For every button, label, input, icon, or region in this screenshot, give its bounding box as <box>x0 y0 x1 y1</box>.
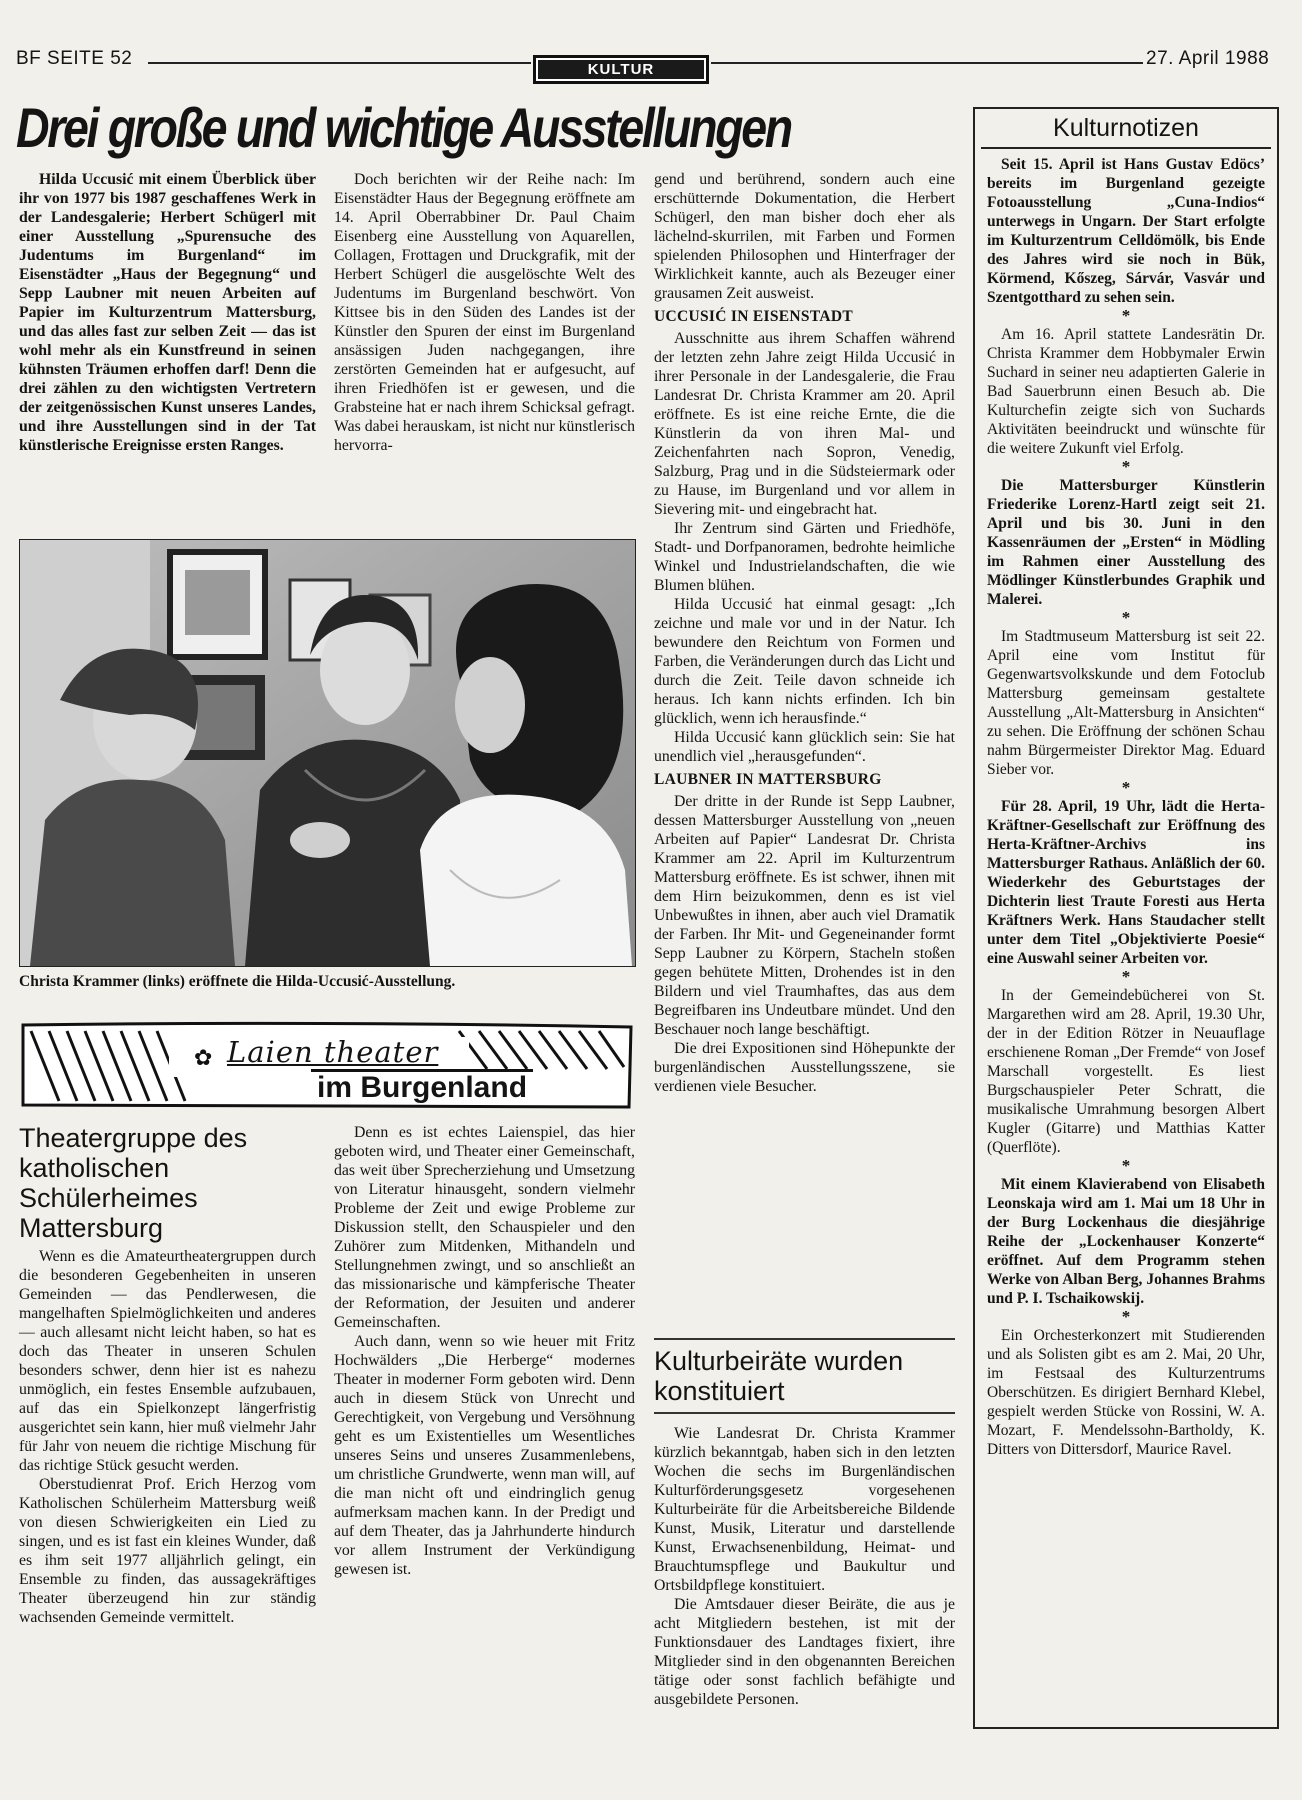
theater-paragraph: Oberstudienrat Prof. Erich Herzog vom Katholischen Schülerheim Mattersburg weiß von diesen Schwierigkeiten ein Lied zu singen, und es ist fast ein kleines Wunder, daß es ihm seit 1977 alljährlich gelingt, ein Ensemble zu finden, das aussagekräftiges Theater überzeugend hin zur ständig wachsenden Gemeinde vermittelt. <box>19 1476 316 1626</box>
section-label-text: KULTUR <box>538 60 704 79</box>
separator-star: * <box>1121 306 1131 325</box>
col3-paragraph: Die drei Expositionen sind Höhepunkte der burgenländischen Ausstellungsszene, sie verdienen viele Besucher. <box>654 1040 955 1095</box>
col3-paragraph: Hilda Uccusić hat einmal gesagt: „Ich zeichne und male vor und in der Natur. Ich bewundere den Reichtum von Formen und Farben, die Veränderungen durch das Licht und durch die Zeit. Teile davon schneide ich heraus. Ich kann nichts erfinden. Ich bin glücklich, wenn ich herausfinde.“ <box>654 596 955 727</box>
theater-paragraph: Denn es ist echtes Laienspiel, das hier geboten wird, und Theater einer Gemeinschaft, das weit über Sprecherziehung und Umsetzung von Literatur hinausgeht, sondern vielmehr Probleme der Zeit und ewige Probleme zur Diskussion stellt, den Schauspieler und den Zuhörer zum Mitdenken, Mithandeln und Stellungnehmen zwingt, und so anschließt an das missionarische und kämpferische Theater der Reformation, der Jesuiten und anderer Gemeinschaften. <box>334 1124 635 1331</box>
kulturnotizen-title: Kulturnotizen <box>981 109 1271 149</box>
separator-star: * <box>1121 457 1131 476</box>
separator-star: * <box>1121 608 1131 627</box>
note-item: In der Gemeindebücherei von St. Margarethen wird am 28. April, 19.30 Uhr, der in der Edition Rötzer in Neuauflage erschienene Roman „Der Fremde“ von Josef Marschall vorgestellt. Es liest Burgschauspieler Peter Schratt, die musikalische Umrahmung besorgen Albert Kugler (Gitarre) und Matthias Katter (Querflöte). <box>987 987 1265 1156</box>
note-item: Für 28. April, 19 Uhr, lädt die Herta-Kräftner-Gesellschaft zur Eröffnung des Herta-Kräftner-Archivs ins Mattersburger Rathaus. Anläßlich der 60. Wiederkehr des Geburtstages der Dichterin liest Traute Foresti aus Herta Kräftners Werk. Hans Staudacher stellt unter dem Titel „Objektivierte Poesie“ eine Auswahl seiner Arbeiten vor. <box>987 798 1265 967</box>
note-item: Seit 15. April ist Hans Gustav Edöcs’ bereits im Burgenland gezeigte Fotoausstellung „Cuna-Indios“ unterwegs in Ungarn. Der Start erfolgte im Kulturzentrum Celldömölk, bis Ende des Jahres wird sie noch in Bük, Körmend, Kőszeg, Sárvár, Vasvár und Szentgotthard zu sehen sein. <box>987 156 1265 306</box>
col3-paragraph: Ihr Zentrum sind Gärten und Friedhöfe, Stadt- und Dorfpanoramen, bedrohte heimliche Winkel und Industrielandschaften, die wie Blumen blühen. <box>654 520 955 594</box>
col3-paragraph: Der dritte in der Runde ist Sepp Laubner, dessen Mattersburger Ausstellung von „neuen Arbeiten auf Papier“ Landesrat Dr. Christa Krammer am 22. April im Kulturzentrum Mattersburg eröffnete. Es ist schwer, ihnen mit dem Hirn beizukommen, denn es ist viel Unbewußtes in ihnen, aber auch viel Dramatik der Farben. Ihr Mit- und Gegeneinander formt Sepp Laubner zu Körpern, Stacheln stoßen gegen behütete Mitten, Drohendes ist in den Bildern und viel Traumhaftes, das aus dem Begreifbaren ins Undeutbare mündet. Und den Beschauer noch lange beschäftigt. <box>654 793 955 1038</box>
kulturnotizen-list <box>975 149 1277 1459</box>
beiraete-paragraph: Die Amtsdauer dieser Beiräte, die aus je acht Mitgliedern bestehen, ist mit der Funktionsdauer des Landtages fixiert, ihre Mitglieder sind in den obgenannten Bereichen tätige oder sonst fachlich befähigte und ausgebildete Personen. <box>654 1596 955 1708</box>
header-rule-left <box>148 62 531 64</box>
theater-column-1 <box>19 1247 316 1627</box>
beiraete-article <box>654 1338 955 1709</box>
lead-paragraph <box>19 170 316 455</box>
theater-article <box>19 1123 316 1627</box>
col3-paragraph: Hilda Uccusić kann glücklich sein: Sie hat unendlich viel „herausgefunden“. <box>654 729 955 765</box>
col2-paragraph: Doch berichten wir der Reihe nach: Im Eisenstädter Haus der Begegnung eröffnete am 14. April Oberrabbiner Dr. Paul Chaim Eisenberg eine Ausstellung von Aquarellen, Collagen, Frottagen und Druckgrafik, mit der Herbert Schügerl die ausgelöschte Welt des Judentums im Burgenland beschwört. Von Kittsee bis in den Süden des Landes ist der Künstler den Spuren der einst im Burgenland ansässigen Juden nachgegangen, ihre zerstörten Gemeinden hat er aufgesucht, auf ihren Friedhöfen ist er gewesen, und die Grabsteine hat er nach ihrem Schicksal gefragt. Was dabei herauskam, ist nicht nur künstlerisch hervorra- <box>334 171 635 454</box>
separator-star: * <box>1121 1156 1131 1175</box>
beiraete-paragraph: Wie Landesrat Dr. Christa Krammer kürzlich bekanntgab, haben sich in den letzten Wochen die sechs im Burgenländischen Kulturförderungsgesetz vorgesehenen Kulturbeiräte für die Arbeitsbereiche Bildende Kunst, Musik, Literatur und darstellende Kunst, Erwachsenenbildung, Heimat- und Brauchtumspflege und Baukultur und Ortsbildpflege konstituiert. <box>654 1425 955 1594</box>
headline: Drei große und wichtige Ausstellungen <box>16 96 791 159</box>
section-label <box>533 55 709 84</box>
note-item: Mit einem Klavierabend von Elisabeth Leonskaja wird am 1. Mai um 18 Uhr in der Burg Lockenhaus die diesjährige Reihe der „Lockenhauser Konzerte“ eröffnet. Auf dem Programm stehen Werke von Alban Berg, Johannes Brahms und P. I. Tschaikowskij. <box>987 1176 1265 1307</box>
beiraete-title: Kulturbeiräte wurden konstituiert <box>654 1346 904 1406</box>
laientheater-banner <box>19 1019 634 1111</box>
exhibition-photo <box>19 539 636 967</box>
beiraete-rule-bottom <box>654 1412 955 1414</box>
theater-paragraph: Auch dann, wenn so wie heuer mit Fritz Hochwälders „Die Herberge“ modernes Theater in moderner Form geboten wird. Denn auch in diesem Stück von Unrecht und Gerechtigkeit, von Vergebung und Versöhnung geht es um Existentielles um Wesentliches unseres Seins und unseres Zusammenlebens, um christliche Grundwerte, wenn man will, auf die man nicht oft und eindringlich genug aufmerksam machen kann. In der Predigt und auf dem Theater, das ja Jahrhunderte hindurch vor allem Instrument der Verkündigung gewesen ist. <box>334 1333 635 1578</box>
article-column-2 <box>334 170 635 455</box>
page-number: BF SEITE 52 <box>16 48 133 69</box>
banner-main-text: im Burgenland <box>311 1069 533 1104</box>
theater-paragraph: Wenn es die Amateurtheatergruppen durch die besonderen Gegebenheiten in unseren Gemeinden — das Pendlerwesen, die mangelhaften Spielmöglichkeiten und anderes — auch allesamt nicht leicht haben, so hat es doch das Theater in unseren Schulen besonders schwer, denn hier ist es nahezu unmöglich, ein festes Ensemble aufzubauen, auf das ein Spielkonzept längerfristig ausgerichtet sein kann, hier muß vielmehr Jahr für Jahr von neuem die richtige Mischung für das richtige Stück gesucht werden. <box>19 1248 316 1474</box>
separator-star: * <box>1121 1307 1131 1326</box>
separator-star: * <box>1121 778 1131 797</box>
theater-column-2 <box>334 1123 635 1579</box>
lead-text: Hilda Uccusić mit einem Überblick über ihr von 1977 bis 1987 geschaffenes Werk in der Landesgalerie; Herbert Schügerl mit einer Ausstellung „Spurensuche des Judentums im Burgenland“ im Eisenstädter „Haus der Begegnung“ und Sepp Laubner mit neuen Arbeiten auf Papier im Kulturzentrum Mattersburg, und das alles fast zur selben Zeit — das ist wohl mehr als ein Kunstfreund in seinen kühnsten Träumen erhoffen darf! Denn die drei zählen zu den wichtigsten Vertretern der zeitgenössischen Kunst unseres Landes, und ihre Ausstellungen sind in der Tat künstlerische Ereignisse ersten Ranges. <box>19 171 316 454</box>
subheading-uccusic: UCCUSIĆ IN EISENSTADT <box>654 308 853 325</box>
note-item: Ein Orchesterkonzert mit Studierenden und als Solisten gibt es am 2. Mai, 20 Uhr, im Festsaal des Kulturzentrums Oberschützen. Es dirigiert Bernhard Klebel, gespielt werden Stücke von Rossini, W. A. Mozart, F. Mendelssohn-Bartholdy, K. Ditters von Dittersdorf, Maurice Ravel. <box>987 1327 1265 1458</box>
photo-caption: Christa Krammer (links) eröffnete die Hilda-Uccusić-Ausstellung. <box>19 973 456 990</box>
article-column-3 <box>654 170 955 1096</box>
subheading-laubner: LAUBNER IN MATTERSBURG <box>654 771 882 788</box>
beiraete-body <box>654 1424 955 1709</box>
banner-script-text: Laien theater <box>227 1035 439 1069</box>
separator-star: * <box>1121 967 1131 986</box>
issue-date: 27. April 1988 <box>1146 48 1270 69</box>
col3-paragraph: gend und berührend, sondern auch eine erschütternde Dokumentation, die Herbert Schügerl, den man bisher doch eher als lächelnd-skurrilen, mit Farben und Formen spielenden Philosophen und Hinterfrager der Wirklichkeit kannte, auch als Bezeuger einer grausamen Zeit ausweist. <box>654 171 955 302</box>
theater-title: Theatergruppe des katholischen Schülerheimes Mattersburg <box>19 1123 248 1243</box>
kulturnotizen-box <box>973 107 1279 1729</box>
svg-text:✿: ✿ <box>194 1046 213 1071</box>
header-rule-right <box>711 62 1143 64</box>
note-item: Im Stadtmuseum Mattersburg ist seit 22. April eine vom Institut für Gegenwartsvolkskunde und dem Fotoclub Mattersburg gemeinsam gestaltete Ausstellung „Alt-Mattersburg in Ansichten“ zu sehen. Die Eröffnung der schönen Schau nahm Bürgermeister Direktor Mag. Eduard Sieber vor. <box>987 628 1265 778</box>
col3-paragraph: Ausschnitte aus ihrem Schaffen während der letzten zehn Jahre zeigt Hilda Uccusić in ihrer Personale in der Landesgalerie, die Frau Landesrat Dr. Christa Krammer am 20. April eröffnete. Es ist eine reiche Ernte, die die Künstlerin da von ihren Mal- und Zeichenfahrten nach Sopron, Venedig, Salzburg, Prag und in die Südsteiermark oder zu Hause, im Burgenland und vor allem in Sievering mit- und eingebracht hat. <box>654 330 955 518</box>
note-item: Die Mattersburger Künstlerin Friederike Lorenz-Hartl zeigt seit 21. April und bis 30. Juni in den Kassenräumen der „Ersten“ in Mödling im Rahmen einer Ausstellung des Mödlinger Künstlerbundes Graphik und Malerei. <box>987 477 1265 608</box>
note-item: Am 16. April stattete Landesrätin Dr. Christa Krammer dem Hobbymaler Erwin Suchard in seiner neu adaptierten Galerie in Bad Sauerbrunn einen Besuch ab. Die Kulturchefin zeigte sich von Suchards Aktivitäten beeindruckt und wünschte für die weitere Zukunft viel Erfolg. <box>987 326 1265 457</box>
